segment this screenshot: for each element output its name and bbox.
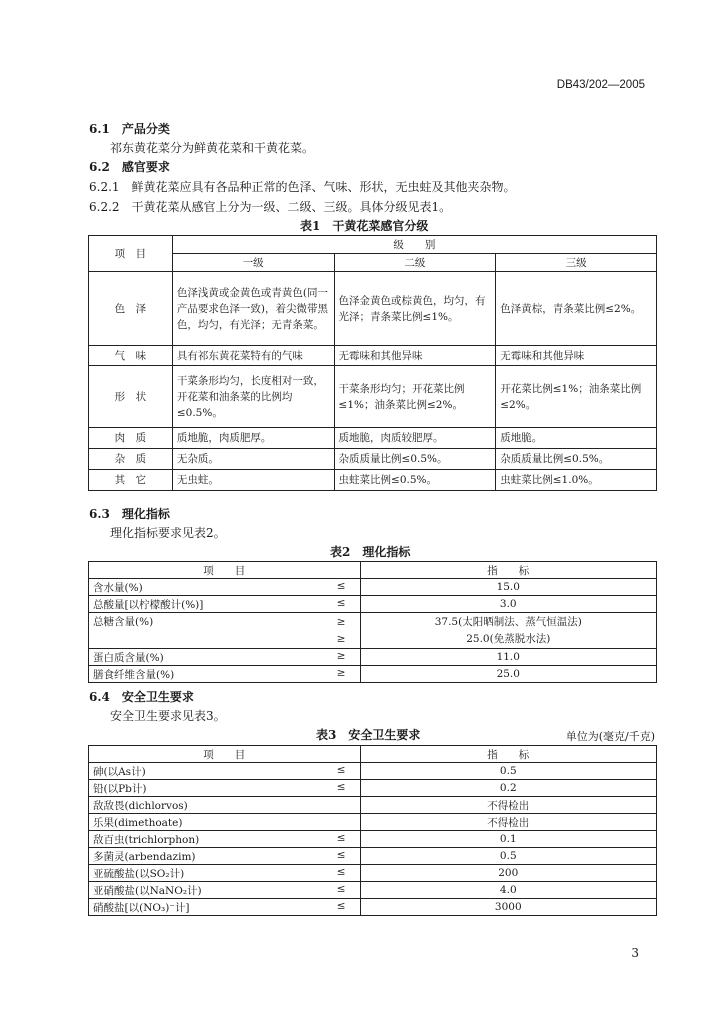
table3-row-item: 敌百虫(trichlorphon) (93, 833, 200, 846)
table1-sensory-grading (88, 235, 657, 491)
table3-row-symbol: ≤ (336, 780, 346, 793)
table1-cell: 无霉味和其他异味 (334, 346, 496, 366)
table3-row-item: 多菌灵(arbendazim) (93, 850, 196, 863)
table-row (89, 797, 657, 814)
section-6-2-2-text: 6.2.2 干黄花菜从感官上分为一级、二级、三级。具体分级见表1。 (89, 200, 452, 214)
table2-row-symbol: ≥ (336, 632, 346, 645)
table1-cell: 杂质质量比例≤0.5%。 (496, 449, 657, 470)
table2-row-symbol: ≤ (336, 596, 346, 609)
table3-row-value: 0.2 (360, 780, 656, 797)
table3-row-symbol: ≤ (336, 882, 346, 895)
table1-row-item: 形 状 (89, 366, 173, 428)
table1-cell: 质地脆，肉质较肥厚。 (334, 428, 496, 449)
table1-cell: 质地脆。 (496, 428, 657, 449)
table1-cell: 虫蛀菜比例≤0.5%。 (334, 470, 496, 491)
table3-row-item: 硝酸盐[以(NO₃)⁻计] (93, 901, 190, 914)
table3-row-value: 4.0 (360, 882, 656, 899)
table2-physicochemical (88, 561, 657, 683)
table2-row-value: 25.0 (360, 666, 656, 683)
table3-unit: 单位为(毫克/千克) (565, 730, 655, 743)
table-row (89, 763, 657, 780)
table-row (89, 666, 657, 683)
table3-row-item: 敌敌畏(dichlorvos) (93, 799, 188, 812)
table3-row-value: 不得检出 (360, 797, 656, 814)
table2-head-item: 项 目 (89, 562, 361, 579)
table3-row-item: 乐果(dimethoate) (93, 816, 183, 829)
standard-number: DB43/202—2005 (556, 79, 645, 91)
table2-row-value: 37.5(太阳晒制法、蒸气恒温法) (434, 615, 582, 628)
section-6-3-text: 理化指标要求见表2。 (110, 526, 226, 540)
table-row (89, 272, 657, 346)
table2-row-value: 11.0 (360, 649, 656, 666)
table2-row-item: 蛋白质含量(%) (93, 651, 164, 664)
section-6-4-heading: 6.4 安全卫生要求 (89, 690, 194, 704)
table3-row-symbol: ≤ (336, 899, 346, 912)
table3-row-item: 亚硝酸盐(以NaNO₂计) (93, 884, 202, 897)
table1-cell: 无霉味和其他异味 (496, 346, 657, 366)
table3-row-symbol: ≤ (336, 848, 346, 861)
table1-cell: 杂质质量比例≤0.5%。 (334, 449, 496, 470)
table1-row-item: 肉 质 (89, 428, 173, 449)
table3-head-index: 指 标 (360, 746, 656, 763)
table1-cell: 色泽金黄色或棕黄色，均匀，有光泽；青条菜比例≤1%。 (334, 272, 496, 346)
table3-row-item: 亚硫酸盐(以SO₂计) (93, 867, 185, 880)
table3-safety-hygiene (88, 745, 657, 916)
table2-row-value: 15.0 (360, 579, 656, 596)
table2-row-symbol: ≥ (336, 666, 346, 679)
table2-row-item: 总糖含量(%) (93, 615, 154, 628)
table2-head-index: 指 标 (360, 562, 656, 579)
table1-head-item: 项 目 (89, 236, 173, 272)
table-row (89, 346, 657, 366)
table1-row-item: 杂 质 (89, 449, 173, 470)
table2-caption: 表2 理化指标 (330, 545, 411, 559)
table3-row-value: 0.5 (360, 763, 656, 780)
table-row (89, 596, 657, 613)
table3-row-symbol: ≤ (336, 831, 346, 844)
table1-cell: 具有祁东黄花菜特有的气味 (172, 346, 334, 366)
table1-head-grade-2: 二级 (334, 254, 496, 272)
table1-caption: 表1 干黄花菜感官分级 (300, 219, 429, 233)
table1-cell: 开花菜比例≤1%；油条菜比例≤2%。 (496, 366, 657, 428)
table1-cell: 虫蛀菜比例≤1.0%。 (496, 470, 657, 491)
table3-caption: 表3 安全卫生要求 (316, 728, 421, 742)
table3-row-symbol: ≤ (336, 865, 346, 878)
table3-row-symbol: ≤ (336, 763, 346, 776)
table-row (89, 428, 657, 449)
table3-row-value: 不得检出 (360, 814, 656, 831)
table-row (89, 882, 657, 899)
section-6-2-heading: 6.2 感官要求 (89, 160, 170, 174)
table1-cell: 色泽浅黄或金黄色或青黄色(同一产品要求色泽一致)，着尖微带黑色，均匀，有光泽；无青条菜。 (172, 272, 334, 346)
table1-row-item: 其 它 (89, 470, 173, 491)
table1-head-grade: 级 别 (172, 236, 656, 254)
table-row (89, 613, 657, 649)
table2-row-symbol: ≤ (336, 579, 346, 592)
section-6-2-1-text: 6.2.1 鲜黄花菜应具有各品种正常的色泽、气味、形状，无虫蛀及其他夹杂物。 (89, 180, 516, 194)
table3-row-value: 3000 (360, 899, 656, 916)
table2-row-item: 含水量(%) (93, 581, 143, 594)
table1-cell: 干菜条形均匀，长度相对一致，开花菜和油条菜的比例均≤0.5%。 (172, 366, 334, 428)
table-row (89, 899, 657, 916)
table-row (89, 649, 657, 666)
table-row (89, 366, 657, 428)
table2-row-item: 总酸量[以柠檬酸计(%)] (93, 598, 204, 611)
table-row (89, 449, 657, 470)
table1-row-item: 气 味 (89, 346, 173, 366)
table-row (89, 865, 657, 882)
table1-cell: 干菜条形均匀；开花菜比例≤1%；油条菜比例≤2%。 (334, 366, 496, 428)
table2-row-symbol: ≥ (336, 615, 346, 628)
table3-row-value: 200 (360, 865, 656, 882)
table3-row-value: 0.5 (360, 848, 656, 865)
section-6-3-heading: 6.3 理化指标 (89, 507, 170, 521)
table-row (89, 470, 657, 491)
table-row (89, 780, 657, 797)
section-6-1-text: 祁东黄花菜分为鲜黄花菜和干黄花菜。 (110, 141, 315, 155)
table3-row-item: 铅(以Pb计) (93, 782, 147, 795)
table2-row-value: 25.0(免蒸脱水法) (466, 632, 551, 645)
table1-cell: 质地脆，肉质肥厚。 (172, 428, 334, 449)
table3-row-item: 砷(以As计) (93, 765, 146, 778)
table-row (89, 814, 657, 831)
table-row (89, 831, 657, 848)
table-row (89, 848, 657, 865)
table1-head-grade-3: 三级 (496, 254, 657, 272)
table1-cell: 色泽黄棕，青条菜比例≤2%。 (496, 272, 657, 346)
table1-head-grade-1: 一级 (172, 254, 334, 272)
table3-row-value: 0.1 (360, 831, 656, 848)
table2-row-value: 3.0 (360, 596, 656, 613)
table1-cell: 无虫蛀。 (172, 470, 334, 491)
table2-row-item: 膳食纤维含量(%) (93, 668, 175, 681)
section-6-1-heading: 6.1 产品分类 (89, 122, 170, 136)
table2-row-symbol: ≥ (336, 649, 346, 662)
page-number: 3 (631, 946, 639, 960)
table1-row-item: 色 泽 (89, 272, 173, 346)
section-6-4-text: 安全卫生要求见表3。 (110, 709, 226, 723)
table3-head-item: 项 目 (89, 746, 361, 763)
table-row (89, 579, 657, 596)
table1-cell: 无杂质。 (172, 449, 334, 470)
